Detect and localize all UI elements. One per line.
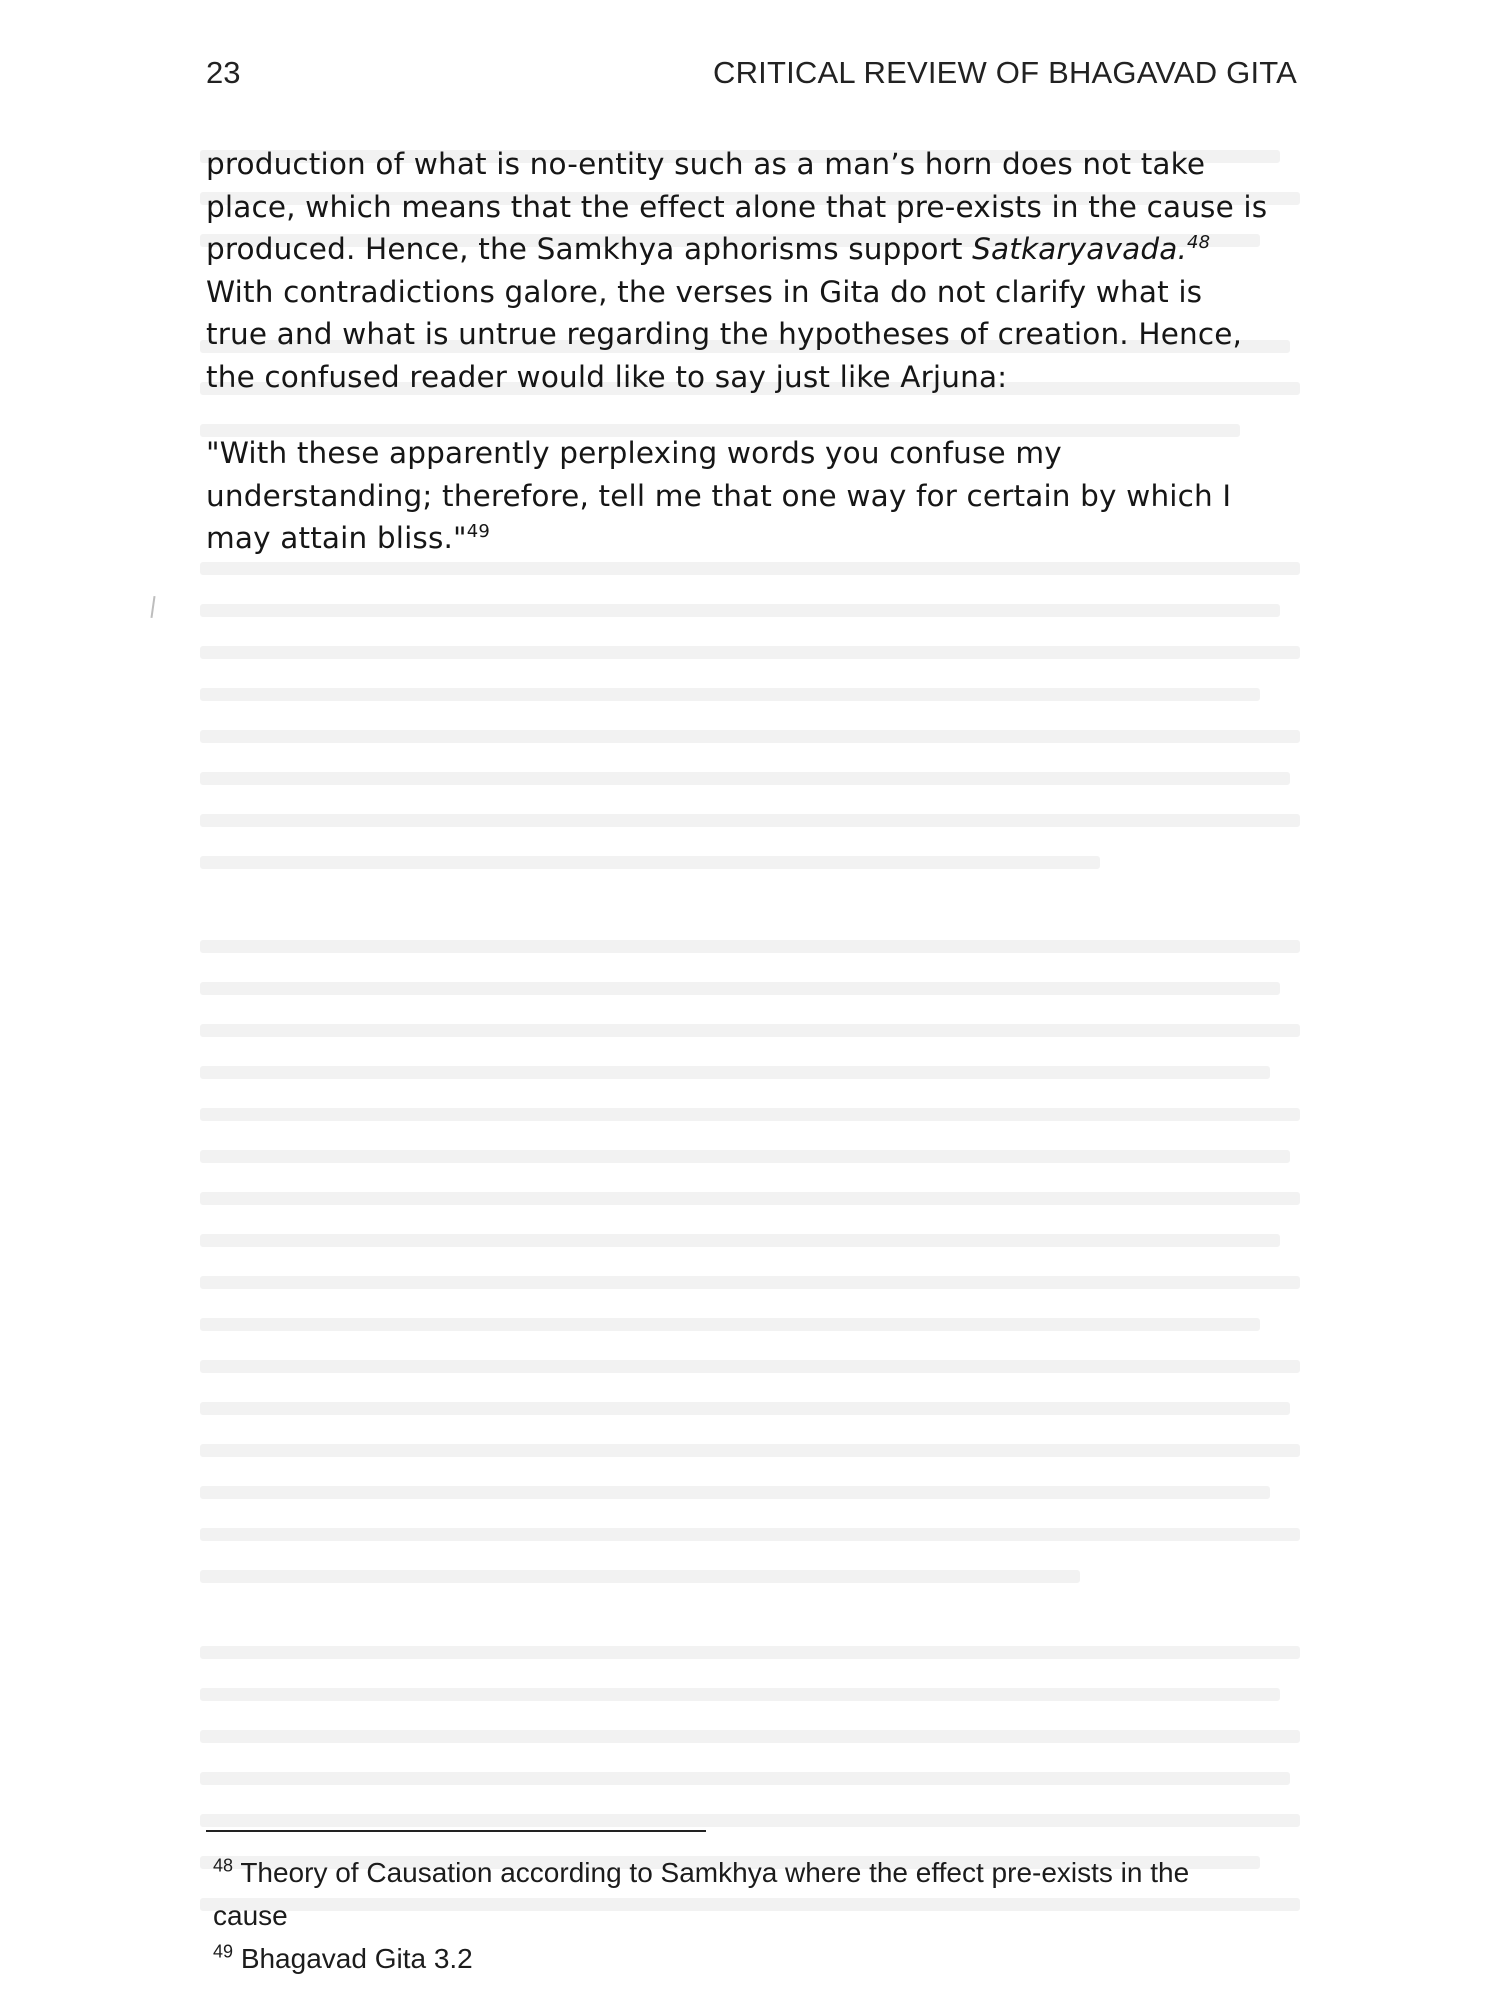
quote-line: "With these apparently perplexing words you confuse my: [206, 436, 1062, 470]
quote-text: may attain bliss.": [206, 521, 467, 555]
italic-term: Satkaryavada.: [972, 232, 1187, 266]
running-header-title: CRITICAL REVIEW OF BHAGAVAD GITA: [713, 55, 1297, 90]
body-line: place, which means that the effect alone that pre-exists in the cause is: [206, 189, 1268, 224]
footnote-48: [213, 1851, 1323, 1894]
quote-line: [206, 517, 1306, 560]
page-number: 23: [206, 55, 241, 90]
body-line: the confused reader would like to say just like Arjuna:: [206, 359, 1008, 394]
footnote-text: Bhagavad Gita 3.2: [240, 1943, 473, 1974]
body-line-text: produced. Hence, the Samkhya aphorisms support: [206, 232, 973, 266]
body-line: [206, 228, 1306, 271]
footnote-separator: [206, 1830, 706, 1832]
quote-line: understanding; therefore, tell me that one way for certain by which I: [206, 478, 1232, 513]
footnote-text: Theory of Causation according to Samkhya where the effect pre-exists in the: [240, 1857, 1190, 1888]
footnote-ref: 48: [1187, 232, 1211, 254]
body-line: production of what is no-entity such as a man’s horn does not take: [206, 147, 1206, 181]
footnote-number: 48: [213, 1855, 234, 1876]
footnote-48-continued: cause: [213, 1900, 288, 1931]
body-line: true and what is untrue regarding the hypotheses of creation. Hence,: [206, 317, 1243, 351]
footnote-number: 49: [213, 1941, 234, 1962]
footnotes: [213, 1851, 1323, 1980]
footnote-ref: 49: [466, 521, 490, 543]
body-text: [206, 143, 1306, 560]
margin-pencil-mark: [150, 596, 155, 618]
body-line: With contradictions galore, the verses in Gita do not clarify what is: [206, 274, 1203, 309]
footnote-49: [213, 1937, 1323, 1980]
